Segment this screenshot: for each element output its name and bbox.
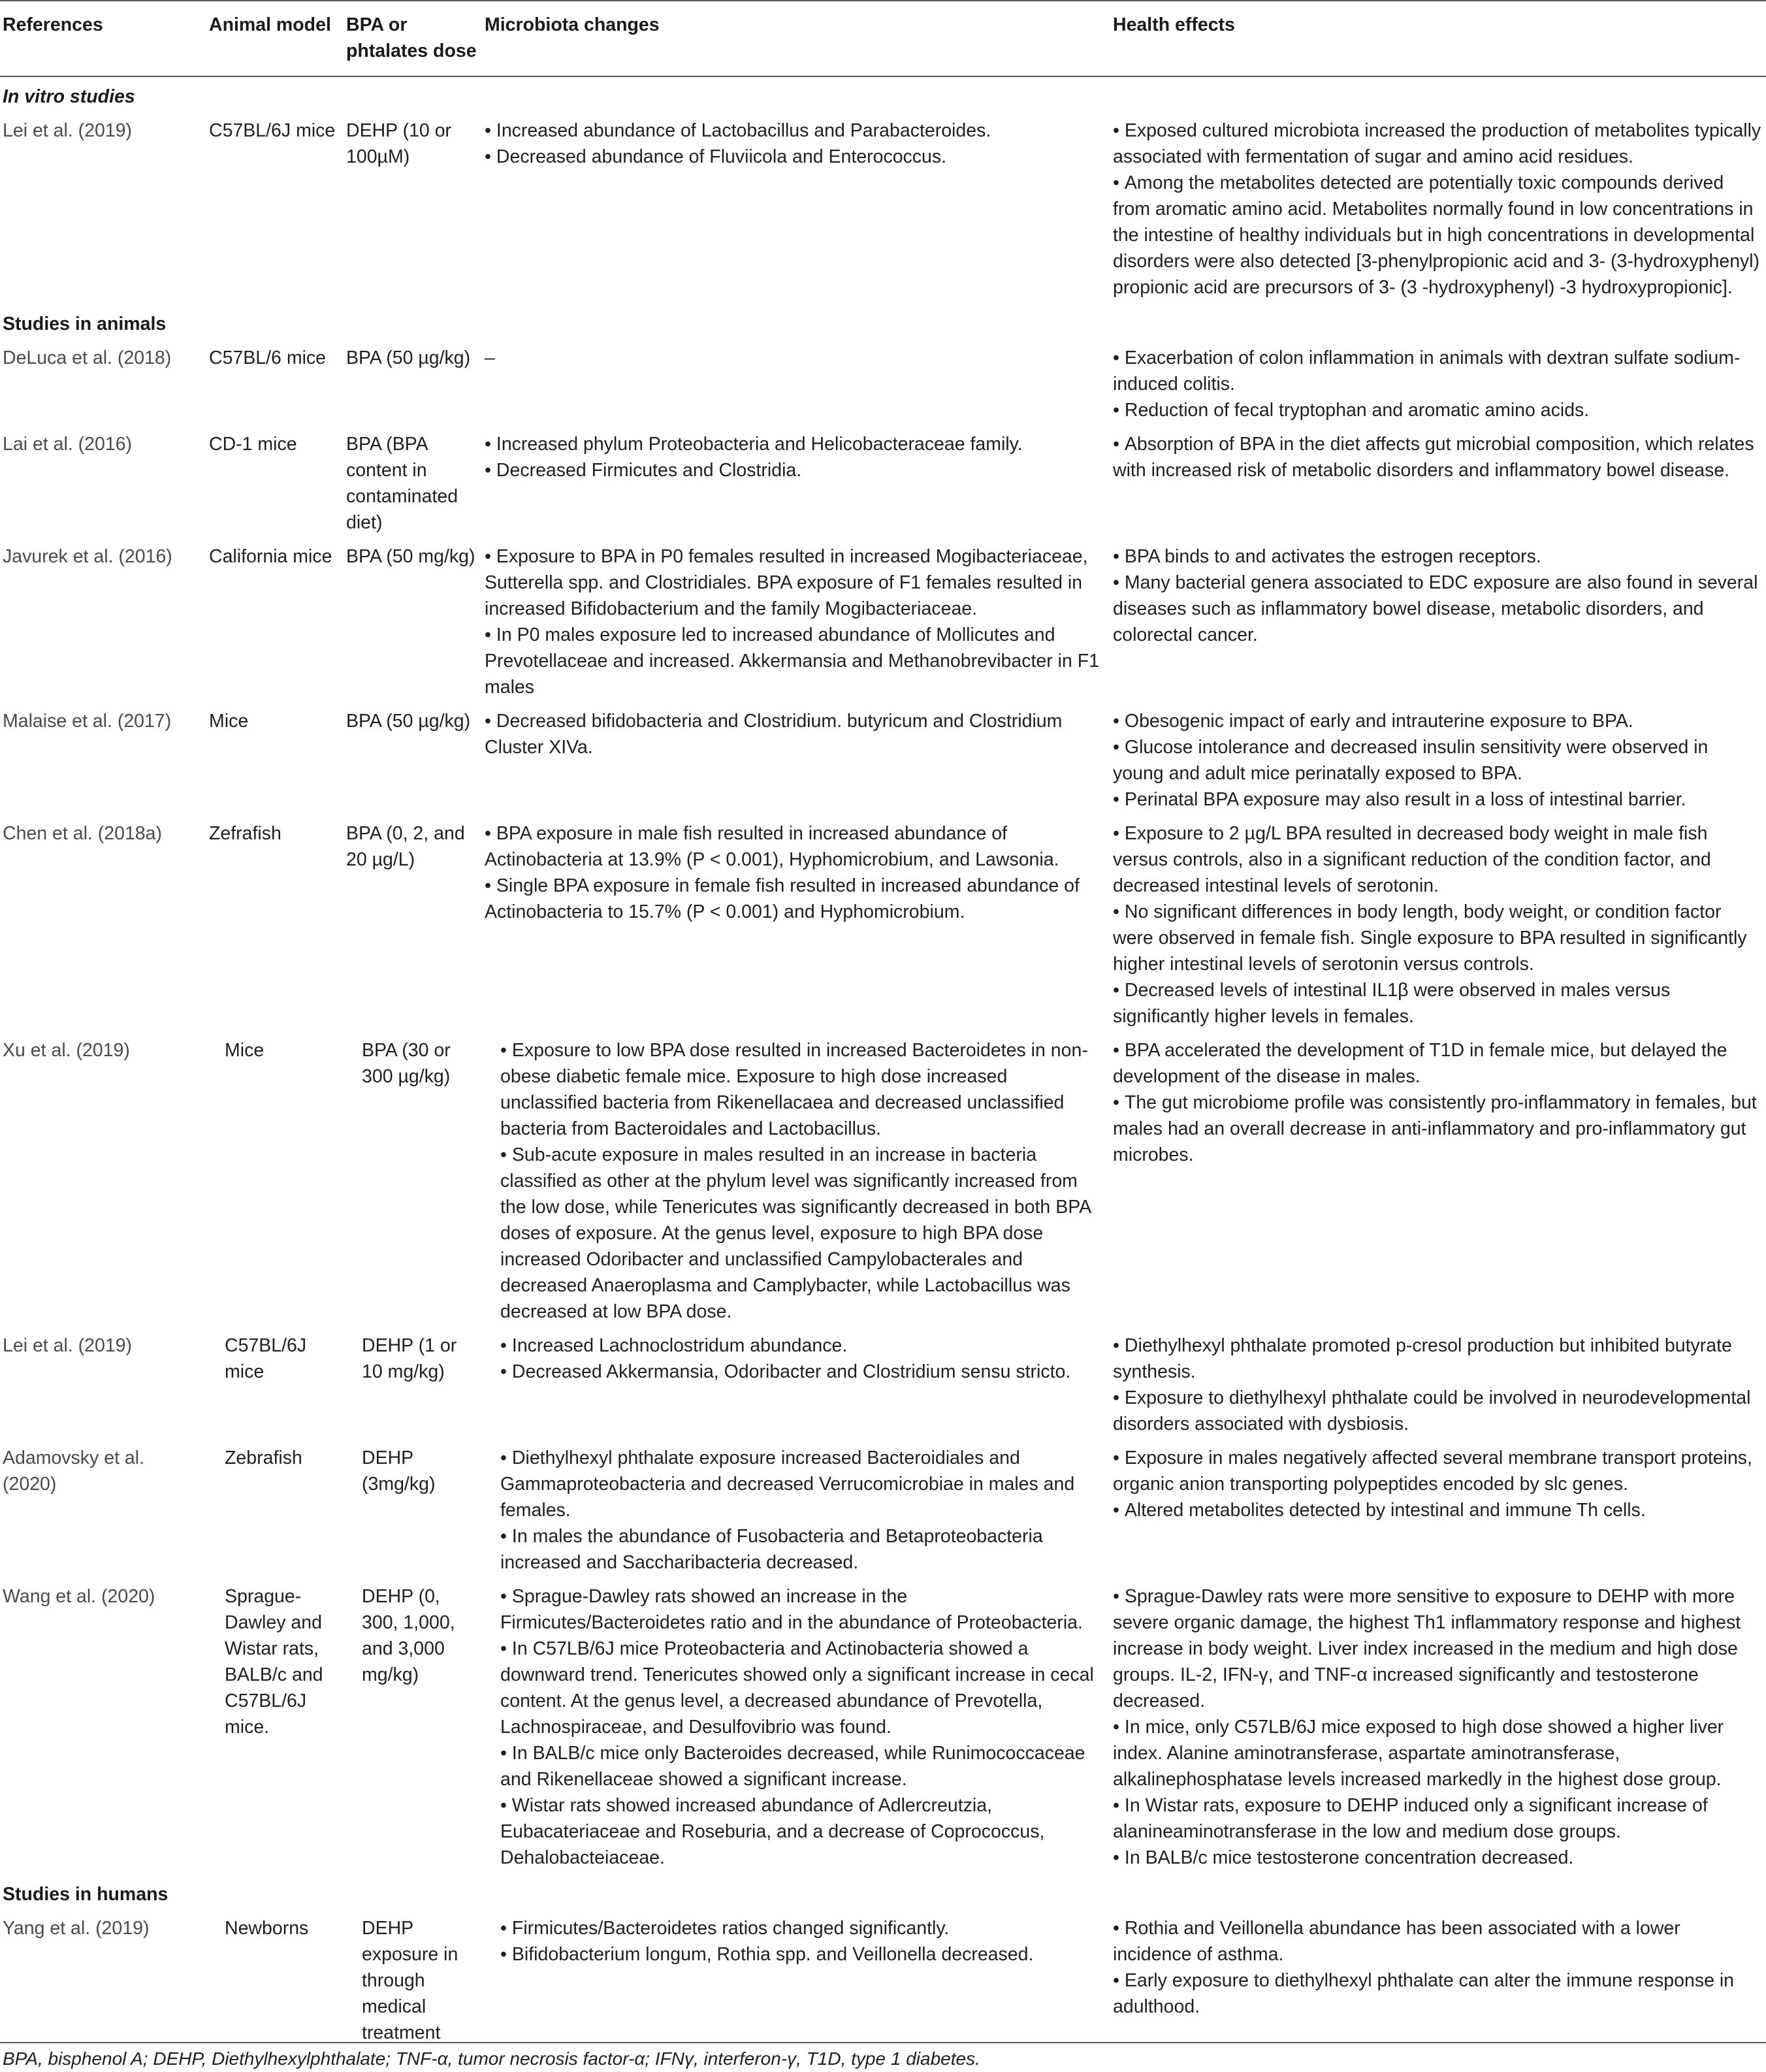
health-bullet: • Perinatal BPA exposure may also result in a loss of intestinal barrier. [1113,786,1762,813]
ref-cell: Malaise et al. (2017) [3,711,172,732]
table-header-row [0,1,1766,76]
micro-bullet: • Sub-acute exposure in males resulted in an increase in bacteria classified as other at the phylum level was significantly increased from the low dose, while Tenericutes was significantly decreased in both BPA doses of exposure. At the genus level, exposure to high BPA dose increased Odoribacter and unclassified Campylobacterales and decreased Anaeroplasma and Camplybacter, while Lactobacillus was decreased at low BPA dose. [500,1142,1106,1325]
micro-cell [482,1033,1110,1329]
table-row [0,427,1766,540]
model-cell: Zebrafish [225,1448,302,1468]
health-bullet: • Absorption of BPA in the diet affects gut microbial composition, which relates with increased risk of metabolic disorders and inflammatory bowel disease. [1113,431,1762,483]
micro-cell [482,1441,1110,1579]
health-bullet: • Exposure to diethylhexyl phthalate could be involved in neurodevelopmental disorders associated with dysbiosis. [1113,1385,1762,1437]
micro-cell [482,114,1110,304]
model-cell: Mice [225,1040,265,1061]
header-animal-model: Animal model [206,1,344,76]
table-row [0,817,1766,1033]
health-bullet: • No significant differences in body length, body weight, or condition factor were observed in female fish. Single exposure to BPA resulted in significantly higher intestinal levels of serotonin versus controls. [1113,899,1762,977]
ref-cell: Lei et al. (2019) [3,120,133,141]
health-bullet: • In BALB/c mice testosterone concentration decreased. [1113,1845,1762,1871]
section-row [0,1875,1766,1911]
table-row [0,540,1766,704]
model-cell: CD-1 mice [209,434,297,455]
model-cell: Newborns [225,1918,309,1939]
micro-bullet: • Bifidobacterium longum, Rothia spp. and Veillonella decreased. [500,1941,1106,1967]
section-humans: Studies in humans [3,1884,169,1905]
ref-cell: Wang et al. (2020) [3,1586,155,1607]
table-row [0,1441,1766,1579]
micro-bullet: • In males the abundance of Fusobacteria and Betaproteobacteria increased and Saccharibacteria decreased. [500,1523,1106,1576]
health-bullet: • Among the metabolites detected are potentially toxic compounds derived from aromatic amino acid. Metabolites normally found in low concentrations in the intestine of healthy individuals but in high concentrations in developmental disorders were also detected [3-phenylpropionic acid and 3- (3-hydroxyphenyl) propionic acid are precursors of 3- (3 -hydroxyphenyl) -3 hydroxypropionic]. [1113,170,1762,300]
section-row [0,76,1766,114]
health-cell [1110,1579,1766,1875]
health-bullet: • Sprague-Dawley rats were more sensitive to exposure to DEHP with more severe organic damage, the highest Th1 inflammatory response and highest increase in body weight. Liver index increased in the medium and high dose groups. IL-2, IFN-γ, and TNF-α increased significantly and testosterone decreased. [1113,1583,1762,1714]
model-cell: Zefrafish [209,823,281,844]
health-bullet: • Decreased levels of intestinal IL1β were observed in males versus significantly higher levels in females. [1113,977,1762,1029]
model-cell: C57BL/6 mice [209,348,327,368]
table-footnote: BPA, bisphenol A; DEHP, Diethylhexylphthalate; TNF-α, tumor necrosis factor-α; IFNγ, interferon-γ, T1D, type 1 diabetes. [0,2042,1766,2072]
micro-bullet: • Single BPA exposure in female fish resulted in increased abundance of Actinobacteria to 15.7% (P < 0.001) and Hyphomicrobium. [485,873,1106,925]
micro-bullet: • Exposure to low BPA dose resulted in increased Bacteroidetes in non-obese diabetic female mice. Exposure to high dose increased unclassified bacteria from Rikenellacaea and decreased unclassified bacteria from Bacteroidales and Lactobacillus. [500,1037,1106,1142]
model-cell: Mice [209,711,249,732]
ref-cell: Chen et al. (2018a) [3,823,162,844]
micro-cell [482,540,1110,704]
health-cell [1110,1033,1766,1329]
header-dose: BPA or phtalates dose [344,1,482,76]
table-row [0,1329,1766,1441]
dose-cell: BPA (30 or 300 µg/kg) [362,1040,451,1087]
health-cell [1110,1329,1766,1441]
health-bullet: • Exposed cultured microbiota increased the production of metabolites typically associated with fermentation of sugar and amino acid residues. [1113,118,1762,170]
micro-bullet: • Decreased Firmicutes and Clostridia. [485,457,1106,483]
micro-bullet: • Decreased bifidobacteria and Clostridium. butyricum and Clostridium Cluster XIVa. [485,708,1106,760]
health-bullet: • Exposure to 2 µg/L BPA resulted in decreased body weight in male fish versus controls, also in a significant reduction of the condition factor, and decreased intestinal levels of serotonin. [1113,820,1762,899]
health-bullet: • Obesogenic impact of early and intrauterine exposure to BPA. [1113,708,1762,734]
dose-cell: BPA (50 µg/kg) [346,348,471,368]
health-bullet: • Glucose intolerance and decreased insulin sensitivity were observed in young and adult mice perinatally exposed to BPA. [1113,734,1762,786]
dose-cell: BPA (0, 2, and 20 µg/L) [346,823,465,870]
health-bullet: • Rothia and Veillonella abundance has been associated with a lower incidence of asthma. [1113,1915,1762,1967]
dose-cell: DEHP (1 or 10 mg/kg) [362,1335,457,1382]
dose-cell: BPA (BPA content in contaminated diet) [346,434,458,533]
dose-cell: DEHP (3mg/kg) [362,1448,436,1495]
table-row [0,1033,1766,1329]
dose-cell: DEHP (0, 300, 1,000, and 3,000 mg/kg) [362,1586,455,1685]
health-bullet: • In mice, only C57LB/6J mice exposed to high dose showed a higher liver index. Alanine aminotransferase, aspartate aminotransferase, alkalinephosphatase levels increased markedly in the highest dose group. [1113,1714,1762,1792]
micro-bullet: • Increased phylum Proteobacteria and Helicobacteraceae family. [485,431,1106,457]
health-bullet: • Exacerbation of colon inflammation in animals with dextran sulfate sodium-induced colitis. [1113,345,1762,397]
model-cell: C57BL/6J mice [225,1335,307,1382]
table-row [0,114,1766,304]
micro-bullet: • Decreased Akkermansia, Odoribacter and Clostridium sensu stricto. [500,1359,1106,1385]
health-bullet: • Early exposure to diethylhexyl phthalate can alter the immune response in adulthood. [1113,1967,1762,2020]
dose-cell: BPA (50 mg/kg) [346,546,475,567]
table-row [0,704,1766,817]
health-cell [1110,1911,1766,2050]
micro-bullet: • Exposure to BPA in P0 females resulted in increased Mogibacteriaceae, Sutterella spp. and Clostridiales. BPA exposure of F1 females resulted in increased Bifidobacterium and the family Mogibacteriaceae. [485,543,1106,622]
ref-cell: Yang et al. (2019) [3,1918,150,1939]
micro-bullet: • Sprague-Dawley rats showed an increase in the Firmicutes/Bacteroidetes ratio and in the abundance of Proteobacteria. [500,1583,1106,1636]
model-cell: C57BL/6J mice [209,120,336,141]
micro-bullet: • Increased abundance of Lactobacillus and Parabacteroides. [485,118,1106,144]
health-cell [1110,427,1766,540]
ref-cell: Javurek et al. (2016) [3,546,172,567]
section-row [0,304,1766,341]
ref-cell: Adamovsky et al. (2020) [3,1448,145,1495]
micro-cell [482,427,1110,540]
micro-cell [482,1329,1110,1441]
micro-bullet: • In P0 males exposure led to increased abundance of Mollicutes and Prevotellaceae and increased. Akkermansia and Methanobrevibacter in F1 males [485,622,1106,700]
health-bullet: • In Wistar rats, exposure to DEHP induced only a significant increase of alanineaminotransferase in the low and medium dose groups. [1113,1792,1762,1845]
table-row [0,1911,1766,2050]
micro-cell [482,1911,1110,2050]
health-bullet: • Altered metabolites detected by intestinal and immune Th cells. [1113,1497,1762,1523]
ref-cell: Xu et al. (2019) [3,1040,130,1061]
health-bullet: • Reduction of fecal tryptophan and aromatic amino acids. [1113,397,1762,423]
micro-cell [482,817,1110,1033]
health-bullet: • Exposure in males negatively affected several membrane transport proteins, organic anion transporting polypeptides encoded by slc genes. [1113,1445,1762,1497]
micro-bullet: • Wistar rats showed increased abundance of Adlercreutzia, Eubacateriaceae and Roseburia, and a decrease of Coprococcus, Dehalobacteiaceae. [500,1792,1106,1871]
ref-cell: DeLuca et al. (2018) [3,348,172,368]
micro-cell [482,1579,1110,1875]
dose-cell: BPA (50 µg/kg) [346,711,471,732]
micro-bullet: • Diethylhexyl phthalate exposure increased Bacteroidiales and Gammaproteobacteria and decreased Verrucomicrobiae in males and females. [500,1445,1106,1523]
dose-cell: DEHP exposure in through medical treatment [362,1918,458,2043]
micro-bullet: • BPA exposure in male fish resulted in increased abundance of Actinobacteria at 13.9% (P < 0.001), Hyphomicrobium, and Lawsonia. [485,820,1106,873]
health-bullet: • BPA accelerated the development of T1D in female mice, but delayed the development of the disease in males. [1113,1037,1762,1090]
health-bullet: • Diethylhexyl phthalate promoted p-cresol production but inhibited butyrate synthesis. [1113,1333,1762,1385]
health-bullet: • Many bacterial genera associated to EDC exposure are also found in several diseases such as inflammatory bowel disease, metabolic disorders, and colorectal cancer. [1113,570,1762,648]
micro-cell [482,704,1110,817]
table-row [0,341,1766,427]
micro-bullet: • Increased Lachnoclostridum abundance. [500,1333,1106,1359]
health-cell [1110,1441,1766,1579]
health-cell [1110,341,1766,427]
micro-bullet: • In C57LB/6J mice Proteobacteria and Actinobacteria showed a downward trend. Tenericutes showed only a significant increase in cecal content. At the genus level, a decreased abundance of Prevotella, Lachnospiraceae, and Desulfovibrio was found. [500,1636,1106,1740]
section-animals: Studies in animals [3,314,167,334]
header-microbiota: Microbiota changes [482,1,1110,76]
micro-bullet: • Firmicutes/Bacteroidetes ratios changed significantly. [500,1915,1106,1941]
header-health: Health effects [1110,1,1766,76]
health-cell [1110,817,1766,1033]
dose-cell: DEHP (10 or 100µM) [346,120,452,167]
micro-bullet: • In BALB/c mice only Bacteroides decreased, while Runimococcaceae and Rikenellaceae showed a significant increase. [500,1740,1106,1792]
model-cell: California mice [209,546,332,567]
ref-cell: Lei et al. (2019) [3,1335,133,1356]
micro-bullet: • Decreased abundance of Fluviicola and Enterococcus. [485,144,1106,170]
ref-cell: Lai et al. (2016) [3,434,133,455]
health-cell [1110,540,1766,704]
header-references: References [0,1,206,76]
health-cell [1110,114,1766,304]
health-bullet: • The gut microbiome profile was consistently pro-inflammatory in females, but males had an overall decrease in anti-inflammatory and pro-inflammatory gut microbes. [1113,1090,1762,1168]
section-in-vitro: In vitro studies [3,86,135,107]
health-bullet: • BPA binds to and activates the estrogen receptors. [1113,543,1762,570]
health-cell [1110,704,1766,817]
model-cell: Sprague-Dawley and Wistar rats, BALB/c and C57BL/6J mice. [225,1586,323,1738]
table-row [0,1579,1766,1875]
micro-cell: – [485,348,495,368]
